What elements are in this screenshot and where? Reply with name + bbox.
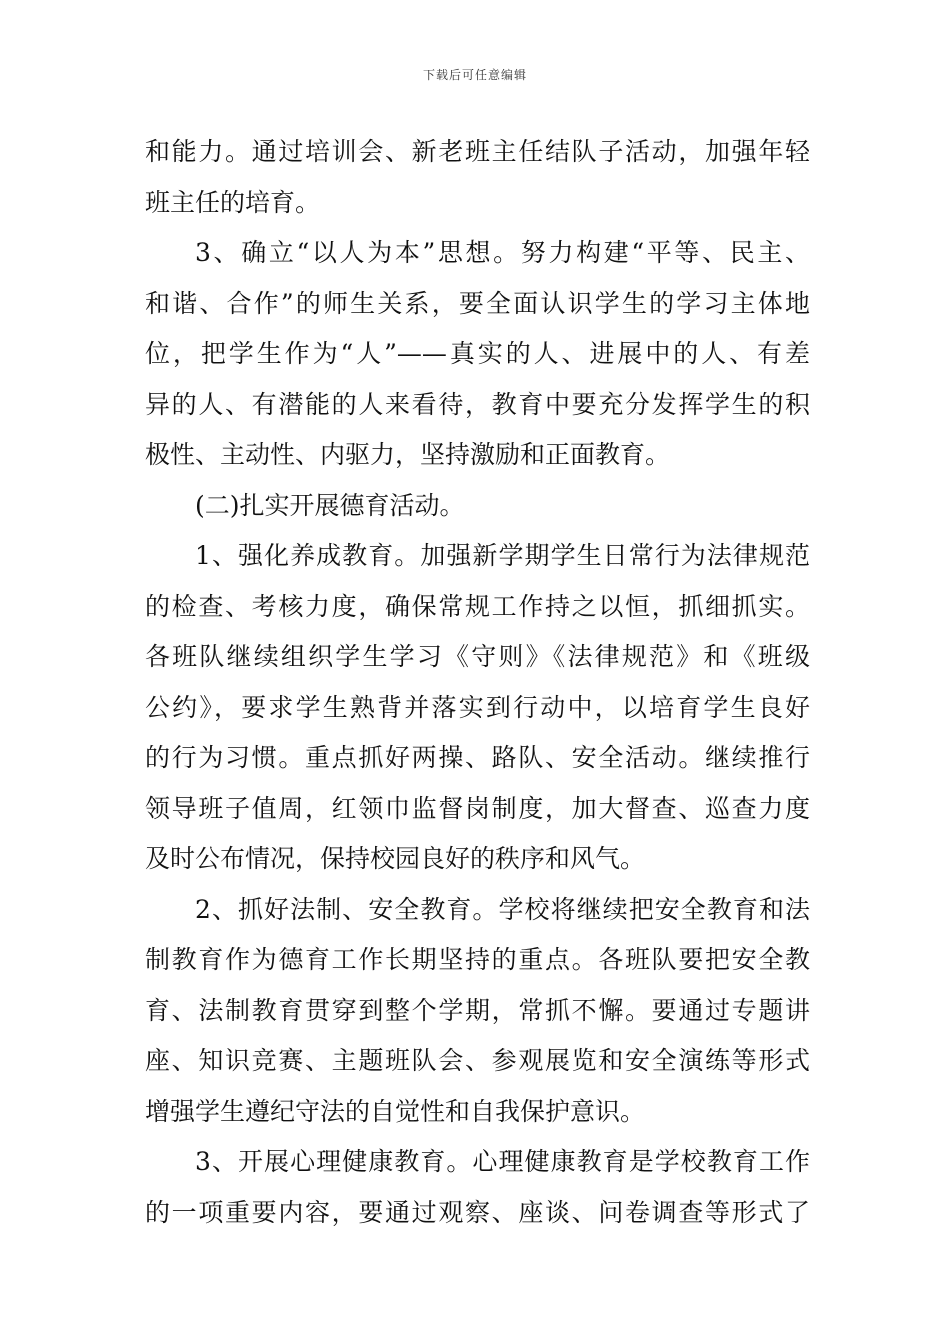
text-line: 座、知识竞赛、主题班队会、参观展览和安全演练等形式: [145, 1046, 810, 1075]
page-header-note: 下载后可任意编辑: [422, 68, 527, 82]
text-line: 和谐、合作”的师生关系，要全面认识学生的学习主体地: [145, 288, 810, 318]
text-line: 育、法制教育贯穿到整个学期，常抓不懈。要通过专题讲: [145, 995, 810, 1025]
text-line: 及时公布情况，保持校园良好的秩序和风气。: [145, 844, 646, 873]
text-line: 的行为习惯。重点抓好两操、路队、安全活动。继续推行: [145, 743, 810, 772]
text-line: 的一项重要内容，要通过观察、座谈、问卷调查等形式了: [145, 1197, 810, 1227]
text-line: 制教育作为德育工作长期坚持的重点。各班队要把安全教: [145, 945, 810, 974]
text-line: 异的人、有潜能的人来看待，教育中要充分发挥学生的积: [145, 389, 810, 419]
text-line: 领导班子值周，红领巾监督岗制度，加大督查、巡查力度: [145, 793, 810, 823]
text-line: 位，把学生作为“人”——真实的人、进展中的人、有差: [145, 339, 810, 368]
text-line: (二)扎实开展德育活动。: [195, 490, 465, 520]
text-line: 公约》，要求学生熟背并落实到行动中，以培育学生良好: [145, 692, 810, 722]
text-line: 极性、主动性、内驱力，坚持激励和正面教育。: [145, 440, 671, 469]
text-line: 2、抓好法制、安全教育。学校将继续把安全教育和法: [195, 894, 810, 924]
text-line: 的检查、考核力度，确保常规工作持之以恒，抓细抓实。: [145, 591, 810, 621]
document-body: [145, 127, 810, 1238]
text-line: 3、确立“以人为本”思想。努力构建“平等、民主、: [195, 238, 810, 267]
text-line: 班主任的培育。: [145, 187, 321, 217]
text-line: 1、强化养成教育。加强新学期学生日常行为法律规范: [195, 541, 810, 570]
text-line: 增强学生遵纪守法的自觉性和自我保护意识。: [145, 1096, 646, 1126]
text-line: 各班队继续组织学生学习《守则》《法律规范》和《班级: [145, 642, 810, 671]
text-line: 3、开展心理健康教育。心理健康教育是学校教育工作: [195, 1147, 810, 1176]
text-line: 和能力。通过培训会、新老班主任结队子活动，加强年轻: [145, 137, 810, 166]
